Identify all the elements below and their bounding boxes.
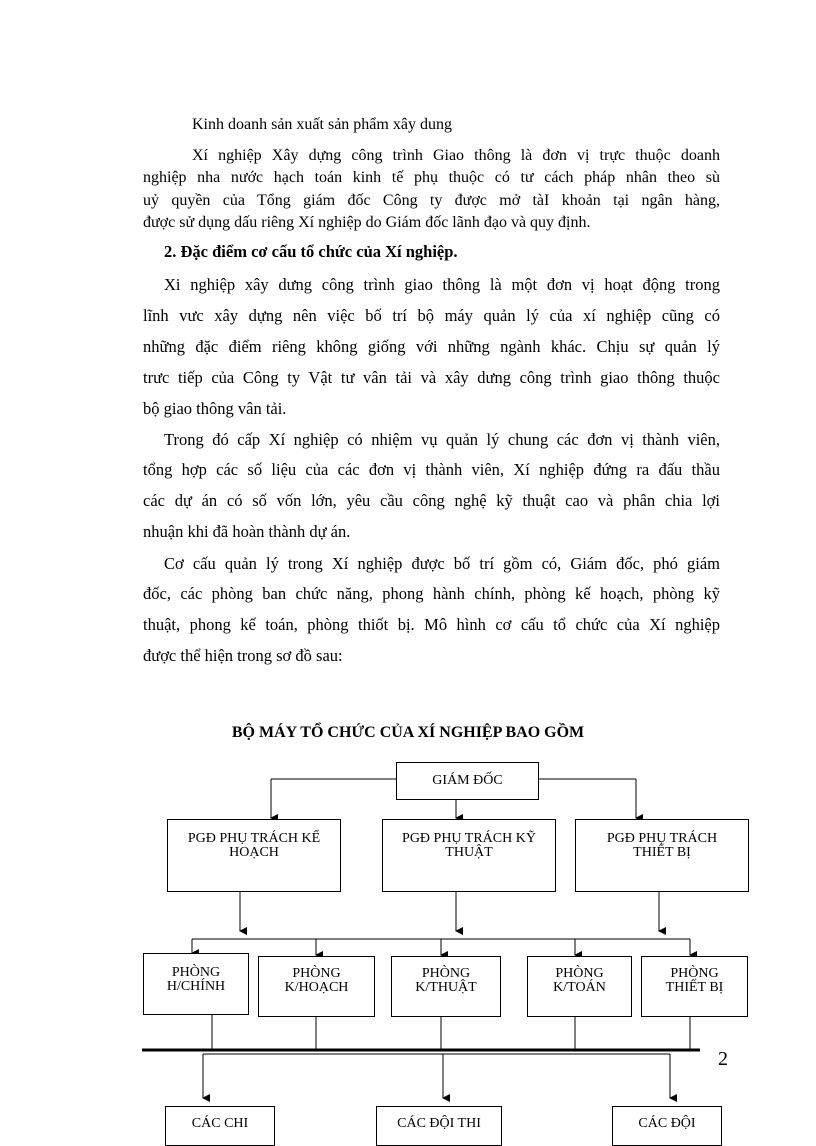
para4-line-3: thuật, phong kế toán, phòng thiốt bị. Mô hình cơ cấu tổ chức của Xí nghiệp: [143, 615, 720, 634]
para4-line-1: Cơ cấu quản lý trong Xí nghiệp được bố trí gồm có, Giám đốc, phó giám: [164, 554, 720, 573]
dept-technical-line1: PHÒNG: [421, 966, 471, 981]
deputy-technical-box: [382, 819, 556, 892]
para3-line-3: các dự án có số vốn lớn, yêu cầu công nghệ kỹ thuật cao và phân chia lợi: [143, 491, 720, 510]
para4-line-4: được thể hiện trong sơ đồ sau:: [143, 646, 343, 665]
dept-accounting-box: [527, 956, 632, 1017]
section-heading: 2. Đặc điểm cơ cấu tổ chức của Xí nghiệp.: [164, 242, 458, 261]
dept-planning-line2: K/HOẠCH: [284, 980, 349, 995]
dept-equipment-line2: THIẾT BỊ: [665, 980, 724, 995]
para1-line-2: nghiệp nha nước hạch toán kinh tế phụ thuộc có tư cách pháp nhân theo sù: [143, 169, 720, 186]
para4-line-2: đốc, các phòng ban chức năng, phong hành chính, phòng kế hoạch, phòng kỹ: [143, 584, 720, 603]
page-number: 2: [718, 1048, 728, 1070]
para2-line-3: những đặc điểm riêng không giống với những ngành khác. Chịu sự quản lý: [143, 337, 720, 356]
director-label: GIÁM ĐỐC: [432, 773, 503, 788]
dept-admin-line1: PHÒNG: [171, 965, 221, 980]
para2-line-5: bộ giao thông vân tải.: [143, 399, 287, 418]
para1-line-3: uỷ quyền của Tổng giám đốc Công ty được mở tàI khoản tại ngân hàng,: [143, 192, 720, 209]
unit-construction-teams-label: CÁC ĐỘI THI: [397, 1116, 481, 1131]
unit-teams-box: [612, 1106, 722, 1146]
deputy-technical-line2: THUẬT: [445, 845, 493, 860]
deputy-planning-line2: HOẠCH: [229, 845, 279, 860]
para1-line-1: Xí nghiệp Xây dựng công trình Giao thông là đơn vị trực thuộc doanh: [192, 147, 720, 164]
dept-equipment-line1: PHÒNG: [670, 966, 719, 981]
dept-planning-line1: PHÒNG: [292, 966, 341, 981]
dept-accounting-line2: K/TOÁN: [553, 980, 606, 995]
para2-line-4: trưc tiếp của Công ty Vật tư vân tải và xây dưng công trình giao thông thuộc: [143, 368, 720, 387]
org-chart-title: BỘ MÁY TỔ CHỨC CỦA XÍ NGHIỆP BAO GỒM: [231, 724, 585, 741]
unit-branches-label: CÁC CHI: [191, 1116, 249, 1131]
para3-line-4: nhuận khi đã hoàn thành dự án.: [143, 522, 351, 541]
deputy-technical-line1: PGĐ PHỤ TRÁCH KỸ: [402, 831, 536, 846]
deputy-equipment-box: [575, 819, 749, 892]
unit-construction-teams-box: [376, 1106, 502, 1146]
para1-line-4: được sử dụng dấu riêng Xí nghiệp do Giám đốc lãnh đạo và quy định.: [143, 214, 591, 231]
deputy-equipment-line2: THIẾT BỊ: [633, 845, 691, 860]
unit-branches-box: [165, 1106, 275, 1146]
unit-teams-label: CÁC ĐỘI: [638, 1116, 696, 1131]
para2-line-2: lĩnh vưc xây dựng nên việc bố trí bộ máy quản lý của xí nghiệp cũng có: [143, 306, 720, 325]
dept-admin-box: [143, 953, 249, 1015]
dept-admin-line2: H/CHÍNH: [166, 979, 226, 994]
deputy-equipment-line1: PGĐ PHỤ TRÁCH: [606, 831, 718, 846]
dept-technical-box: [391, 956, 501, 1017]
director-box: [396, 762, 539, 800]
intro-line: Kinh doanh sản xuất sản phẩm xây dung: [192, 116, 452, 133]
dept-accounting-line1: PHÒNG: [555, 966, 604, 981]
dept-planning-box: [258, 956, 375, 1017]
para3-line-2: tổng hợp các số liệu của các đơn vị thành viên, Xí nghiệp đứng ra đấu thầu: [143, 460, 720, 479]
deputy-planning-line1: PGĐ PHỤ TRÁCH KẾ: [187, 831, 321, 846]
deputy-planning-box: [167, 819, 341, 892]
para2-line-1: Xi nghiệp xây dưng công trình giao thông là một đơn vị hoạt động trong: [164, 275, 720, 294]
dept-technical-line2: K/THUẬT: [415, 980, 477, 995]
dept-equipment-box: [641, 956, 748, 1017]
para3-line-1: Trong đó cấp Xí nghiệp có nhiệm vụ quản lý chung các đơn vị thành viên,: [164, 430, 720, 449]
